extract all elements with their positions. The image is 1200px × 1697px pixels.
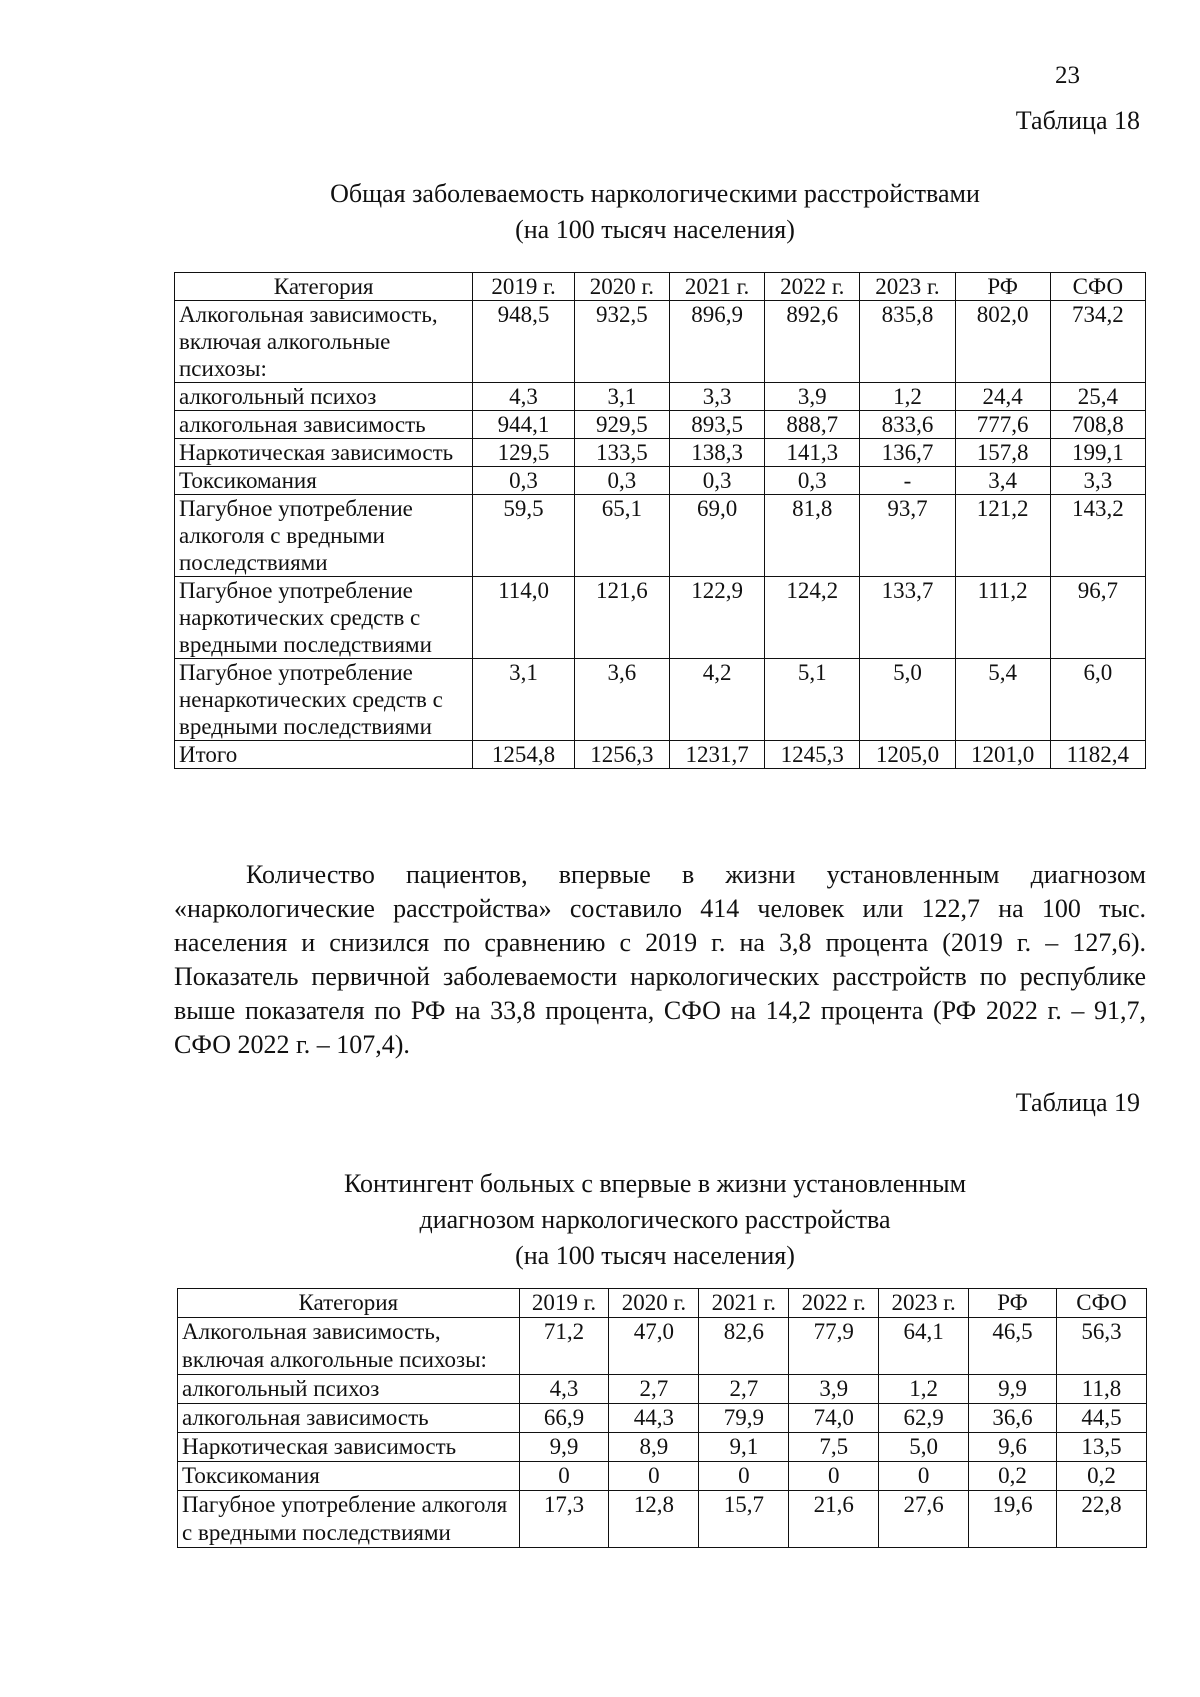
cell-sfo: 13,5 [1057, 1433, 1147, 1462]
cell-2019: 9,9 [519, 1433, 609, 1462]
table-row [178, 1375, 1147, 1404]
cell-rf: 777,6 [955, 411, 1050, 439]
cell-rf: 9,6 [969, 1433, 1057, 1462]
cell-2019: 129,5 [473, 439, 575, 467]
cell-rf: 3,4 [955, 467, 1050, 495]
cell-sfo: 708,8 [1050, 411, 1145, 439]
cell-2023: 133,7 [860, 577, 955, 659]
cell-2020: 65,1 [574, 495, 669, 577]
table-18-header-sfo: СФО [1050, 273, 1145, 301]
cell-sfo: 11,8 [1057, 1375, 1147, 1404]
cell-2023: 1205,0 [860, 741, 955, 769]
cell-2020: 3,6 [574, 659, 669, 741]
table-19 [177, 1288, 1147, 1548]
cell-sfo: 6,0 [1050, 659, 1145, 741]
cell-2023: - [860, 467, 955, 495]
table-row [178, 1404, 1147, 1433]
cell-2023: 64,1 [879, 1318, 969, 1375]
table-19-header-2023: 2023 г. [879, 1289, 969, 1318]
cell-sfo: 22,8 [1057, 1491, 1147, 1548]
cell-2021: 82,6 [699, 1318, 789, 1375]
cell-2023: 5,0 [879, 1433, 969, 1462]
cell-2020: 44,3 [609, 1404, 699, 1433]
table-19-header-2022: 2022 г. [789, 1289, 879, 1318]
cell-2022: 0,3 [765, 467, 860, 495]
row-category: алкогольный психоз [175, 383, 473, 411]
cell-2021: 896,9 [669, 301, 764, 383]
cell-sfo: 44,5 [1057, 1404, 1147, 1433]
cell-2022: 81,8 [765, 495, 860, 577]
table-row [175, 383, 1146, 411]
table-18-header-2019: 2019 г. [473, 273, 575, 301]
table-18-header-2023: 2023 г. [860, 273, 955, 301]
cell-2019: 948,5 [473, 301, 575, 383]
cell-2022: 888,7 [765, 411, 860, 439]
row-category: Токсикомания [178, 1462, 520, 1491]
cell-2021: 79,9 [699, 1404, 789, 1433]
cell-2022: 141,3 [765, 439, 860, 467]
table-18-title [165, 176, 1145, 248]
cell-2023: 1,2 [860, 383, 955, 411]
cell-2019: 4,3 [519, 1375, 609, 1404]
cell-2020: 932,5 [574, 301, 669, 383]
cell-rf: 121,2 [955, 495, 1050, 577]
cell-2023: 835,8 [860, 301, 955, 383]
cell-2022: 1245,3 [765, 741, 860, 769]
table-19-header-category: Категория [178, 1289, 520, 1318]
table-row [175, 439, 1146, 467]
cell-2019: 17,3 [519, 1491, 609, 1548]
row-category: алкогольная зависимость [175, 411, 473, 439]
table-18-header-rf: РФ [955, 273, 1050, 301]
cell-rf: 1201,0 [955, 741, 1050, 769]
row-category: Наркотическая зависимость [178, 1433, 520, 1462]
table-row [175, 659, 1146, 741]
table-18-header-2020: 2020 г. [574, 273, 669, 301]
row-category: Пагубное употребление ненаркотических средств с вредными последствиями [175, 659, 473, 741]
cell-sfo: 25,4 [1050, 383, 1145, 411]
row-category: алкогольная зависимость [178, 1404, 520, 1433]
cell-2023: 1,2 [879, 1375, 969, 1404]
cell-2020: 8,9 [609, 1433, 699, 1462]
cell-2019: 59,5 [473, 495, 575, 577]
cell-2021: 1231,7 [669, 741, 764, 769]
cell-2022: 124,2 [765, 577, 860, 659]
row-category: Токсикомания [175, 467, 473, 495]
cell-2019: 3,1 [473, 659, 575, 741]
row-category: алкогольный психоз [178, 1375, 520, 1404]
cell-2023: 62,9 [879, 1404, 969, 1433]
cell-2020: 929,5 [574, 411, 669, 439]
table-row-total [175, 741, 1146, 769]
cell-2020: 1256,3 [574, 741, 669, 769]
table-row [175, 467, 1146, 495]
cell-2020: 0 [609, 1462, 699, 1491]
row-category: Пагубное употребление наркотических средств с вредными последствиями [175, 577, 473, 659]
cell-2022: 77,9 [789, 1318, 879, 1375]
cell-sfo: 199,1 [1050, 439, 1145, 467]
cell-2020: 0,3 [574, 467, 669, 495]
cell-2022: 3,9 [789, 1375, 879, 1404]
cell-rf: 5,4 [955, 659, 1050, 741]
cell-2021: 4,2 [669, 659, 764, 741]
table-19-header-2020: 2020 г. [609, 1289, 699, 1318]
row-category: Наркотическая зависимость [175, 439, 473, 467]
cell-2022: 74,0 [789, 1404, 879, 1433]
cell-2022: 892,6 [765, 301, 860, 383]
cell-rf: 157,8 [955, 439, 1050, 467]
cell-rf: 802,0 [955, 301, 1050, 383]
cell-2021: 2,7 [699, 1375, 789, 1404]
table-19-header-sfo: СФО [1057, 1289, 1147, 1318]
cell-2021: 138,3 [669, 439, 764, 467]
cell-2022: 7,5 [789, 1433, 879, 1462]
table-19-title-line-3: (на 100 тысяч населения) [515, 1241, 795, 1270]
table-18-header-category: Категория [175, 273, 473, 301]
cell-sfo: 56,3 [1057, 1318, 1147, 1375]
cell-2019: 0,3 [473, 467, 575, 495]
cell-2020: 121,6 [574, 577, 669, 659]
cell-sfo: 143,2 [1050, 495, 1145, 577]
cell-rf: 46,5 [969, 1318, 1057, 1375]
body-paragraph-text: Количество пациентов, впервые в жизни установленным диагнозом «наркологические расстройства» составило 414 человек или 122,7 на 100 тыс. населения и снизился по сравнению с 2019 г. на 3,8 процента (2019 г. – 127,6). Показатель первичной заболеваемости наркологических расстройств по республике выше показателя по РФ на 33,8 процента, СФО на 14,2 процента (РФ 2022 г. – 91,7, СФО 2022 г. – 107,4). [174, 860, 1146, 1059]
table-row [175, 411, 1146, 439]
table-19-title-line-1: Контингент больных с впервые в жизни установленным [343, 1169, 967, 1198]
cell-2021: 15,7 [699, 1491, 789, 1548]
row-category: Алкогольная зависимость, включая алкогольные психозы: [178, 1318, 520, 1375]
cell-2019: 66,9 [519, 1404, 609, 1433]
cell-2023: 833,6 [860, 411, 955, 439]
cell-2020: 47,0 [609, 1318, 699, 1375]
cell-rf: 36,6 [969, 1404, 1057, 1433]
table-row [178, 1491, 1147, 1548]
cell-2023: 27,6 [879, 1491, 969, 1548]
table-19-header-2019: 2019 г. [519, 1289, 609, 1318]
cell-rf: 0,2 [969, 1462, 1057, 1491]
cell-sfo: 1182,4 [1050, 741, 1145, 769]
table-row [175, 301, 1146, 383]
cell-rf: 19,6 [969, 1491, 1057, 1548]
table-19-label: Таблица 19 [1015, 1088, 1140, 1117]
cell-2020: 12,8 [609, 1491, 699, 1548]
table-row [178, 1318, 1147, 1375]
row-category: Пагубное употребление алкоголя с вредными последствиями [175, 495, 473, 577]
body-paragraph [174, 858, 1146, 1062]
cell-rf: 24,4 [955, 383, 1050, 411]
cell-2021: 0,3 [669, 467, 764, 495]
cell-2023: 136,7 [860, 439, 955, 467]
cell-2023: 5,0 [860, 659, 955, 741]
table-18 [174, 272, 1146, 769]
cell-2022: 5,1 [765, 659, 860, 741]
cell-sfo: 0,2 [1057, 1462, 1147, 1491]
cell-2022: 21,6 [789, 1491, 879, 1548]
cell-2021: 122,9 [669, 577, 764, 659]
table-row [178, 1433, 1147, 1462]
cell-rf: 9,9 [969, 1375, 1057, 1404]
cell-sfo: 3,3 [1050, 467, 1145, 495]
cell-2022: 0 [789, 1462, 879, 1491]
table-19-header-row [178, 1289, 1147, 1318]
row-category: Итого [175, 741, 473, 769]
cell-2019: 0 [519, 1462, 609, 1491]
table-19-header-rf: РФ [969, 1289, 1057, 1318]
table-18-label: Таблица 18 [1015, 106, 1140, 135]
cell-rf: 111,2 [955, 577, 1050, 659]
cell-2023: 93,7 [860, 495, 955, 577]
row-category: Пагубное употребление алкоголя с вредными последствиями [178, 1491, 520, 1548]
cell-2021: 69,0 [669, 495, 764, 577]
cell-sfo: 734,2 [1050, 301, 1145, 383]
cell-2020: 133,5 [574, 439, 669, 467]
page-number: 23 [1055, 62, 1080, 89]
table-18-header-row [175, 273, 1146, 301]
cell-sfo: 96,7 [1050, 577, 1145, 659]
table-row [178, 1462, 1147, 1491]
cell-2020: 2,7 [609, 1375, 699, 1404]
cell-2021: 893,5 [669, 411, 764, 439]
cell-2021: 0 [699, 1462, 789, 1491]
cell-2019: 4,3 [473, 383, 575, 411]
cell-2020: 3,1 [574, 383, 669, 411]
table-19-title [165, 1166, 1145, 1274]
table-row [175, 495, 1146, 577]
cell-2021: 3,3 [669, 383, 764, 411]
cell-2019: 1254,8 [473, 741, 575, 769]
cell-2019: 71,2 [519, 1318, 609, 1375]
cell-2019: 114,0 [473, 577, 575, 659]
table-18-title-line-2: (на 100 тысяч населения) [515, 215, 795, 244]
cell-2021: 9,1 [699, 1433, 789, 1462]
table-18-header-2021: 2021 г. [669, 273, 764, 301]
table-18-title-line-1: Общая заболеваемость наркологическими расстройствами [330, 179, 980, 208]
cell-2019: 944,1 [473, 411, 575, 439]
table-19-title-line-2: диагнозом наркологического расстройства [419, 1205, 891, 1234]
row-category: Алкогольная зависимость, включая алкогольные психозы: [175, 301, 473, 383]
table-18-header-2022: 2022 г. [765, 273, 860, 301]
cell-2022: 3,9 [765, 383, 860, 411]
table-19-header-2021: 2021 г. [699, 1289, 789, 1318]
table-row [175, 577, 1146, 659]
cell-2023: 0 [879, 1462, 969, 1491]
